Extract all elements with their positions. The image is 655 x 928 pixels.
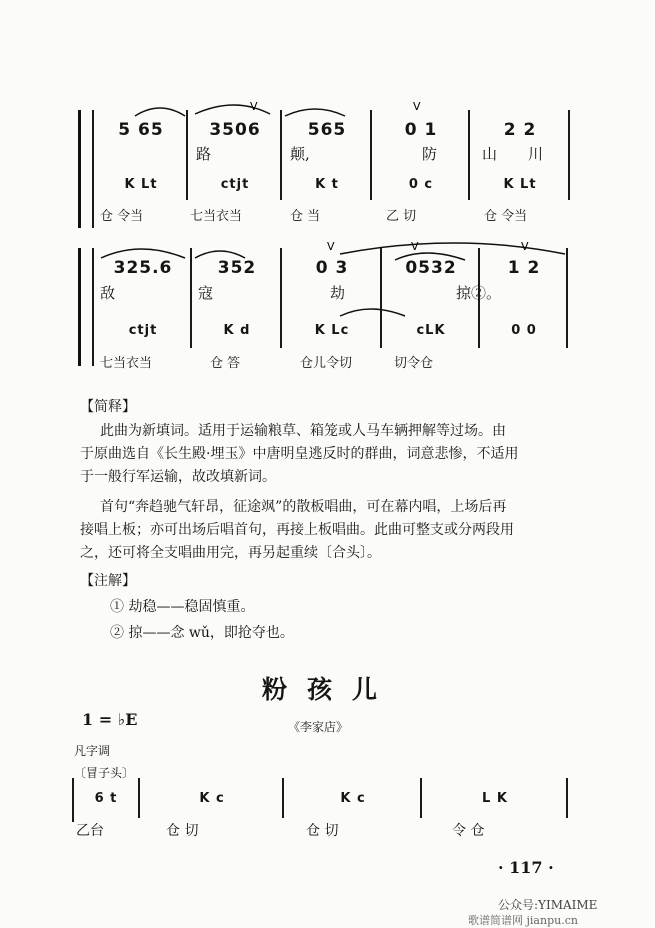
- svg-text:V: V: [413, 100, 421, 113]
- key-signature: 1 = ♭E: [82, 710, 138, 729]
- svg-text:V: V: [250, 100, 258, 113]
- percussion-bar: K Lt: [124, 176, 158, 192]
- notes-line: 首句“奔趋驰气轩昂，征途飒”的散板唱曲，可在幕内唱，上场后再: [100, 499, 507, 515]
- melody-bar: 352: [217, 258, 257, 278]
- percussion-words: 仓 切: [166, 823, 199, 839]
- notes-line: 之，还可将全支唱曲用完，再另起重续〔合头〕。: [80, 545, 381, 561]
- annotations-heading: 【注解】: [80, 573, 136, 589]
- percussion-bar: K c: [199, 790, 225, 806]
- melody-bar: 565: [307, 120, 347, 140]
- svg-text:V: V: [521, 240, 529, 253]
- annotation-line: ① 劫稳——稳固慎重。: [110, 599, 255, 615]
- watermark-site: 歌谱简谱网 jianpu.cn: [468, 914, 578, 927]
- melody-bar: 1 2: [507, 258, 541, 278]
- percussion-bar: ctjt: [128, 322, 158, 338]
- svg-text:V: V: [411, 240, 419, 253]
- percussion-words: 仓 当: [290, 209, 321, 224]
- percussion-bar: K c: [340, 790, 366, 806]
- melody-bar: 0532: [405, 258, 457, 278]
- percussion-bar: 0 0: [511, 322, 537, 338]
- melody-bar: 325.6: [113, 258, 173, 278]
- melody-bar: 3506: [209, 120, 261, 140]
- percussion-words: 乙 切: [386, 209, 417, 224]
- lyric: 敌: [100, 284, 116, 302]
- notes-line: 于原曲选自《长生殿·埋玉》中唐明皇逃反时的群曲，词意悲惨，不适用: [80, 446, 519, 462]
- watermark: 公众号:YIMAIME: [498, 898, 598, 912]
- source-label: 《李家店》: [288, 720, 349, 734]
- lyric: 掠②。: [456, 284, 502, 302]
- melody-bar: 0 1: [404, 120, 438, 140]
- lyric: 颠,: [290, 145, 310, 163]
- percussion-bar: L K: [482, 790, 508, 806]
- percussion-words: 仓 答: [210, 356, 241, 371]
- melody-bar: 0 3: [315, 258, 349, 278]
- percussion-words: 仓儿令切: [300, 356, 353, 371]
- lyric: 路: [196, 145, 212, 163]
- percussion-words: 仓 切: [306, 823, 339, 839]
- percussion-words: 切令仓: [394, 356, 434, 371]
- lyric: 寇: [198, 284, 214, 302]
- percussion-bar: K Lc: [314, 322, 350, 338]
- percussion-words: 令 仓: [452, 823, 485, 839]
- melody-bar: 5 65: [118, 120, 164, 140]
- percussion-words: 仓 令当: [484, 209, 528, 224]
- section-label: 〔冒子头〕: [74, 766, 135, 780]
- percussion-words: 仓 令当: [100, 209, 144, 224]
- percussion-bar: K Lt: [503, 176, 537, 192]
- svg-text:V: V: [327, 240, 335, 253]
- percussion-bar: 6 t: [94, 790, 118, 806]
- notes-line: 接唱上板；亦可出场后唱首句，再接上板唱曲。此曲可整支或分两段用: [80, 522, 514, 538]
- melody-bar: 2 2: [503, 120, 537, 140]
- lyric: 劫: [330, 284, 346, 302]
- percussion-bar: ctjt: [220, 176, 250, 192]
- percussion-bar: K d: [223, 322, 251, 338]
- song-title: 粉孩儿: [262, 675, 398, 704]
- notes-line: 此曲为新填词。适用于运输粮草、箱笼或人马车辆押解等过场。由: [100, 423, 506, 439]
- percussion-words: 七当衣当: [100, 356, 153, 371]
- lyric: 山: [482, 145, 498, 163]
- lyric: 防: [422, 145, 438, 163]
- annotation-line: ② 掠——念 wǔ，即抢夺也。: [110, 625, 294, 641]
- mode-label: 凡字调: [74, 744, 111, 758]
- percussion-bar: 0 c: [408, 176, 434, 192]
- percussion-bar: cLK: [416, 322, 446, 338]
- percussion-words: 乙台: [76, 823, 104, 839]
- page-number: · 117 ·: [498, 858, 554, 877]
- lyric: 川: [528, 145, 544, 163]
- notes-line: 于一般行军运输，故改填新词。: [80, 469, 276, 485]
- notes-heading: 【简释】: [80, 399, 136, 415]
- percussion-bar: K t: [315, 176, 339, 192]
- slur-marks: [280, 300, 500, 320]
- percussion-words: 七当衣当: [190, 209, 243, 224]
